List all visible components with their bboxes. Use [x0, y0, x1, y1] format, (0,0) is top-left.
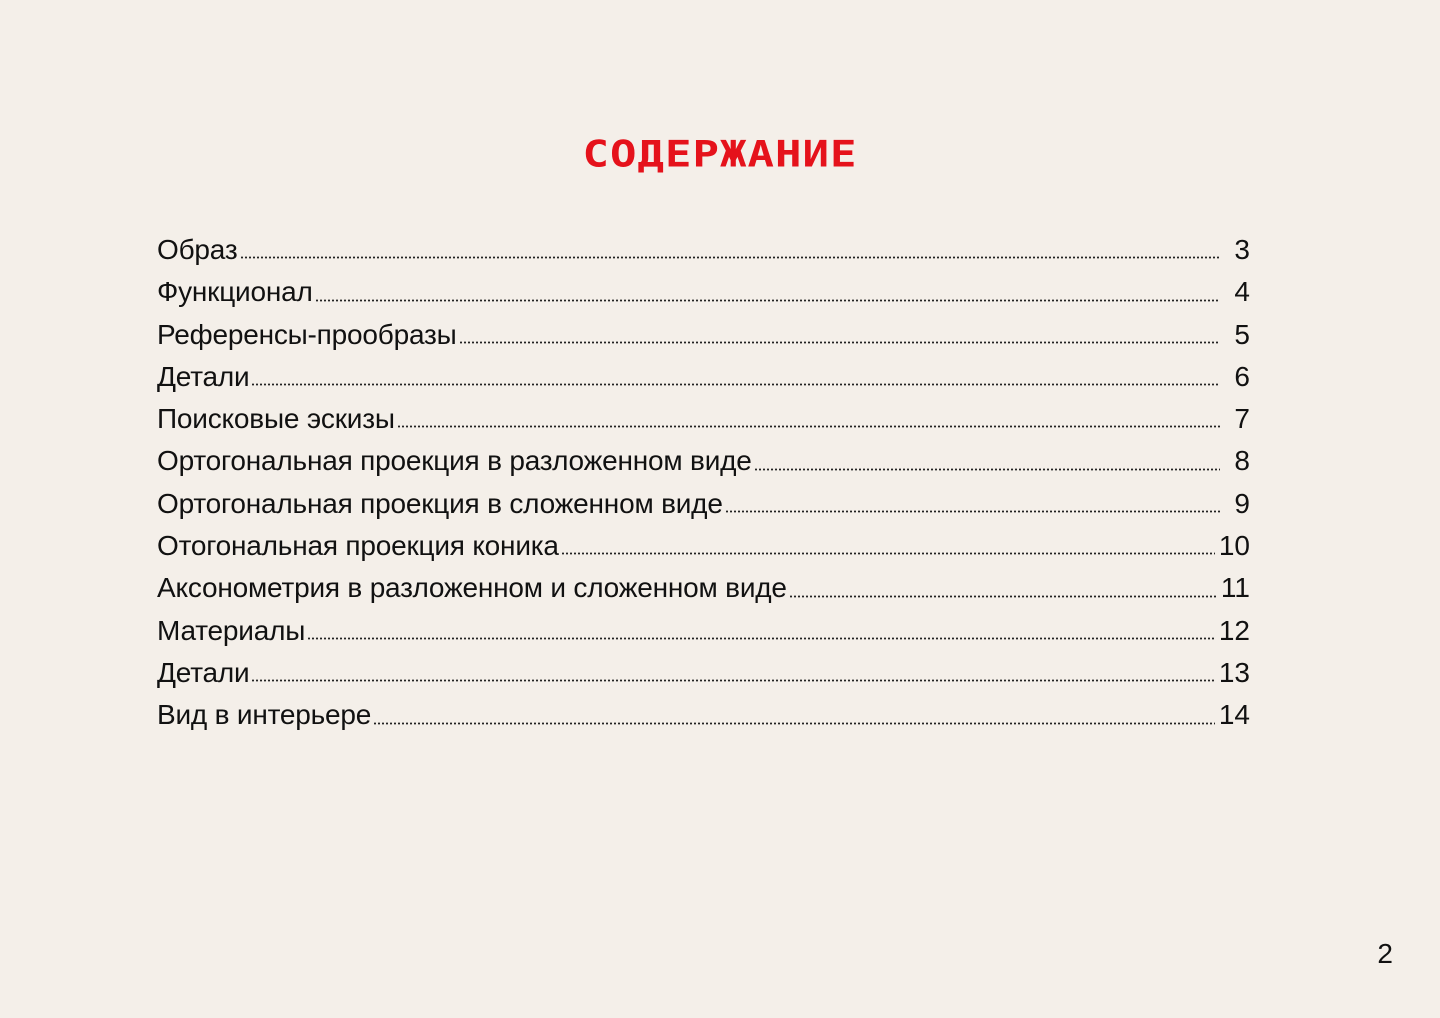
toc-item-page: 8	[1234, 445, 1250, 477]
toc-item-label: Материалы	[157, 614, 306, 646]
toc-dot-leader	[754, 468, 1220, 471]
toc-dot-leader	[315, 299, 1220, 302]
toc-item-page: 7	[1234, 403, 1250, 435]
toc-item[interactable]	[157, 271, 1250, 313]
toc-item[interactable]	[157, 229, 1250, 271]
toc-item-label: Вид в интерьере	[157, 699, 372, 731]
toc-item[interactable]	[157, 525, 1250, 567]
toc-dot-leader	[397, 425, 1220, 428]
page-title: СОДЕРЖАНИЕ	[582, 134, 858, 176]
toc-item[interactable]	[157, 440, 1250, 482]
toc-dot-leader	[251, 383, 1220, 386]
toc-item-label: Ортогональная проекция в разложенном виде	[157, 445, 752, 477]
toc-item-label: Ортогональная проекция в сложенном виде	[157, 487, 723, 519]
toc-item[interactable]	[157, 314, 1250, 356]
toc-dot-leader	[251, 679, 1214, 682]
toc-item-page: 12	[1218, 614, 1250, 646]
toc-item-page: 6	[1234, 360, 1250, 392]
toc-item-label: Референсы-прообразы	[157, 318, 457, 350]
toc-dot-leader	[725, 510, 1220, 513]
toc-dot-leader	[459, 341, 1220, 344]
toc-item-page: 13	[1218, 656, 1250, 688]
toc-item[interactable]	[157, 610, 1250, 652]
toc-item-label: Образ	[157, 234, 238, 265]
toc-item-label: Аксонометрия в разложенном и сложенном виде	[157, 572, 787, 604]
toc-dot-leader	[240, 256, 1221, 259]
toc-item-label: Детали	[157, 656, 250, 688]
toc-item-page: 11	[1220, 572, 1250, 604]
toc-item-page: 14	[1218, 699, 1250, 731]
toc-dot-leader	[789, 595, 1217, 598]
toc-dot-leader	[373, 722, 1215, 725]
toc-item[interactable]	[157, 567, 1250, 609]
toc-dot-leader	[561, 552, 1215, 555]
toc-item-label: Поисковые эскизы	[157, 403, 395, 435]
toc-item[interactable]	[157, 483, 1250, 525]
page-number: 2	[1377, 938, 1393, 969]
toc-item-page: 4	[1234, 276, 1250, 308]
toc-item[interactable]	[157, 356, 1250, 398]
toc-item-label: Отогональная проекция коника	[157, 530, 559, 562]
toc-item-page: 5	[1234, 318, 1250, 350]
toc-item[interactable]	[157, 398, 1250, 440]
toc-item-page: 10	[1218, 530, 1250, 562]
toc-item[interactable]	[157, 694, 1250, 736]
toc-item-label: Функционал	[157, 276, 313, 308]
toc-dot-leader	[307, 637, 1215, 640]
toc-item-page: 9	[1234, 487, 1250, 519]
toc-item-label: Детали	[157, 360, 250, 392]
toc-item[interactable]	[157, 652, 1250, 694]
table-of-contents	[157, 229, 1250, 737]
toc-item-page: 3	[1234, 234, 1250, 265]
